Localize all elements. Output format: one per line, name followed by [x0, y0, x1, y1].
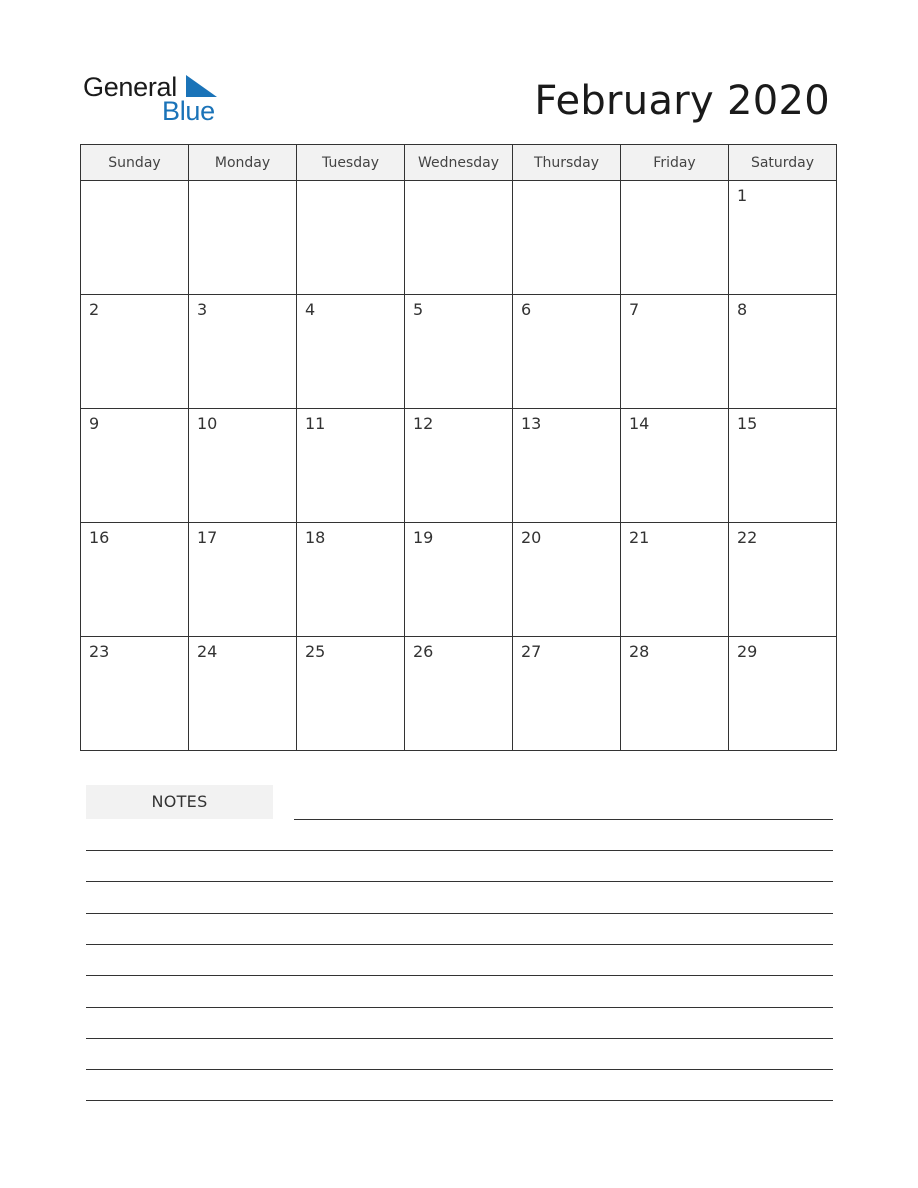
day-number: 25: [305, 642, 326, 661]
day-cell: [729, 637, 837, 751]
day-cell: [81, 523, 189, 637]
day-cell: [621, 637, 729, 751]
day-cell: [729, 181, 837, 295]
day-cell: [189, 409, 297, 523]
day-number: 28: [629, 642, 650, 661]
weekday-header: Thursday: [513, 145, 621, 181]
notes-line: [86, 850, 833, 851]
week-row: [81, 295, 837, 409]
day-cell: [513, 409, 621, 523]
weekday-header-row: [81, 145, 837, 181]
day-cell: [729, 523, 837, 637]
day-number: 27: [521, 642, 542, 661]
day-number: 13: [521, 414, 542, 433]
day-cell: [621, 523, 729, 637]
weekday-header: Sunday: [81, 145, 189, 181]
day-cell: [405, 181, 513, 295]
day-number: 20: [521, 528, 542, 547]
notes-line: [86, 975, 833, 976]
day-cell: [405, 409, 513, 523]
weekday-header: Tuesday: [297, 145, 405, 181]
day-number: 12: [413, 414, 434, 433]
day-number: [405, 181, 512, 186]
day-number: [297, 181, 404, 186]
weekday-header: Monday: [189, 145, 297, 181]
day-number: [513, 181, 620, 186]
week-row: [81, 181, 837, 295]
weekday-header: Saturday: [729, 145, 837, 181]
day-number: 18: [305, 528, 326, 547]
day-number: 5: [413, 300, 424, 319]
day-number: 11: [305, 414, 326, 433]
day-number: 23: [89, 642, 110, 661]
page-title: February 2020: [534, 78, 830, 124]
day-cell: [189, 181, 297, 295]
day-cell: [405, 295, 513, 409]
logo-text-blue: Blue: [162, 96, 215, 126]
notes-line: [86, 1038, 833, 1039]
day-cell: [81, 637, 189, 751]
day-cell: [297, 523, 405, 637]
day-number: [621, 181, 728, 186]
day-number: 2: [89, 300, 100, 319]
notes-line: [86, 944, 833, 945]
logo-text-general: General: [83, 72, 177, 102]
day-number: 6: [521, 300, 532, 319]
day-number: 16: [89, 528, 110, 547]
day-number: 3: [197, 300, 208, 319]
day-number: [81, 181, 188, 186]
day-cell: [297, 637, 405, 751]
day-cell: [513, 637, 621, 751]
day-cell: [81, 295, 189, 409]
logo: [83, 72, 223, 124]
day-number: 14: [629, 414, 650, 433]
day-cell: [81, 409, 189, 523]
notes-line: [86, 1069, 833, 1070]
weekday-header: Wednesday: [405, 145, 513, 181]
day-cell: [729, 409, 837, 523]
day-number: 26: [413, 642, 434, 661]
day-number: 4: [305, 300, 316, 319]
day-cell: [513, 523, 621, 637]
day-cell: [189, 295, 297, 409]
day-number: 22: [737, 528, 758, 547]
notes-line: [294, 819, 833, 820]
day-cell: [405, 637, 513, 751]
day-cell: [189, 523, 297, 637]
notes-line: [86, 1007, 833, 1008]
week-row: [81, 637, 837, 751]
day-cell: [405, 523, 513, 637]
day-cell: [621, 409, 729, 523]
day-number: 9: [89, 414, 100, 433]
day-cell: [621, 295, 729, 409]
day-number: 24: [197, 642, 218, 661]
notes-line: [86, 913, 833, 914]
week-row: [81, 409, 837, 523]
notes-line: [86, 881, 833, 882]
day-number: 19: [413, 528, 434, 547]
notes-label: NOTES: [86, 785, 273, 819]
day-cell: [513, 181, 621, 295]
day-number: 15: [737, 414, 758, 433]
day-cell: [297, 181, 405, 295]
week-row: [81, 523, 837, 637]
day-number: 10: [197, 414, 218, 433]
day-cell: [81, 181, 189, 295]
weekday-header: Friday: [621, 145, 729, 181]
day-cell: [621, 181, 729, 295]
day-number: [189, 181, 296, 186]
day-cell: [297, 295, 405, 409]
day-cell: [729, 295, 837, 409]
calendar-grid: [80, 144, 837, 751]
day-number: 1: [737, 186, 748, 205]
day-cell: [513, 295, 621, 409]
day-number: 7: [629, 300, 640, 319]
day-number: 21: [629, 528, 650, 547]
day-number: 8: [737, 300, 748, 319]
notes-line: [86, 1100, 833, 1101]
day-number: 29: [737, 642, 758, 661]
day-cell: [189, 637, 297, 751]
day-cell: [297, 409, 405, 523]
day-number: 17: [197, 528, 218, 547]
